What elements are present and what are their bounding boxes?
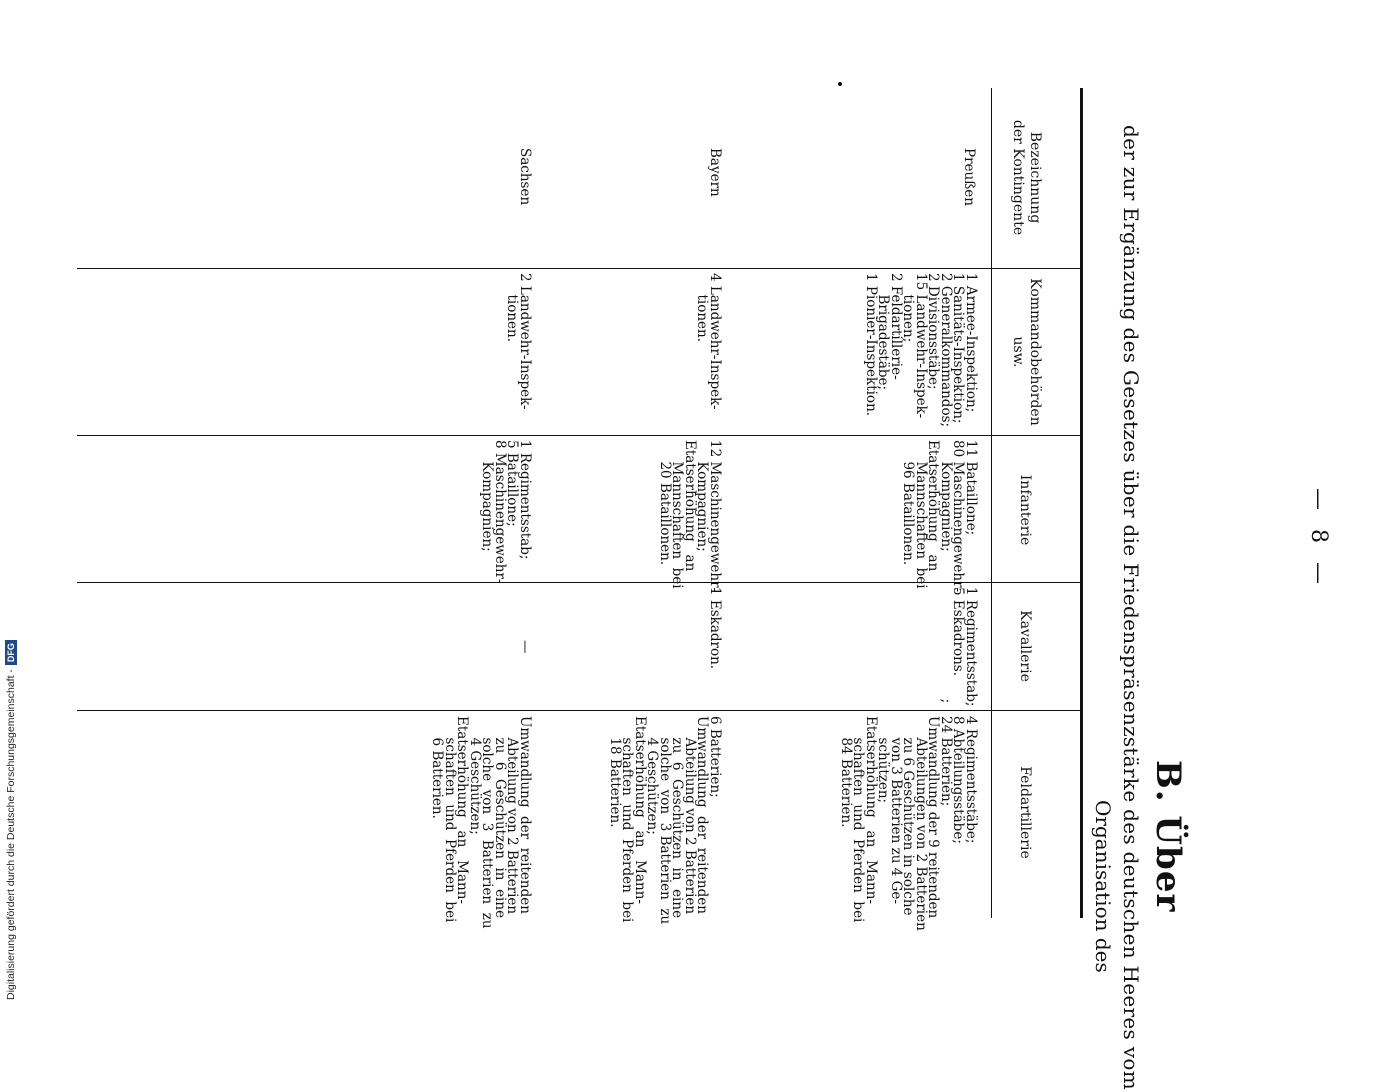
title-line-2: Organisation des (1091, 800, 1115, 973)
table-row-feldartillerie: 6 Batterien; Umwandlung der reitenden Abteilung von 2 Batterien zu 6 Geschützen in eine solche von 3 Batterien zu 4 Geschützen; Etatserhöhung an Mann- schaften und Pferden bei 18 Batterien. (607, 716, 723, 925)
table-top-rule (1080, 88, 1083, 918)
table-row-infanterie: 1 Regimentsstab; 5 Bataillone; 8 Maschinengewehr- Kompagnien; (479, 440, 533, 584)
table-row-kommando: 1 Armee-Inspektion; 1 Sanitäts-Inspektion; 2 Generalkommandos; 2 Divisionsstäbe; 15 Landwehr-Inspek- tionen; 2 Feldartillerie- Brigadestäbe; 1 Pionier-Inspektion. (863, 273, 979, 428)
table-row-infanterie: 11 Bataillone; 80 Maschinengewehr- Kompagnien; Etatserhöhung an Mannschaften bei 96 Bataillonen. (900, 440, 979, 593)
table-row-kavallerie: 1 Regimentsstab; 5 Eskadrons. ; (938, 587, 979, 707)
title-line-1: der zur Ergänzung des Gesetzes über die Friedenspräsenzstärke des deutschen Heeres vom (1119, 125, 1143, 1090)
col-divider-1 (77, 268, 1080, 269)
dfg-logo-icon: DFG (5, 640, 17, 665)
table-row-kontingent: Preußen (961, 148, 977, 206)
table-row-kontingent: Sachsen (517, 148, 533, 206)
table-row-kavallerie: — (517, 640, 533, 654)
header-infanterie: Infanterie (1017, 474, 1033, 546)
table-row-infanterie: 12 Maschinengewehr- Kompagnien; Etatserhöhung an Mannschaften bei 20 Bataillonen. (657, 440, 723, 593)
header-kavallerie: Kavallerie (1017, 610, 1033, 682)
section-title: B. Über (1148, 760, 1188, 913)
credit-text: Digitalisierung gefördert durch die Deutsche Forschungsgemeinschaft - (5, 669, 17, 1000)
col-divider-2 (77, 435, 1080, 436)
table-row-kavallerie: 1 Eskadron. (707, 587, 723, 670)
table-row-feldartillerie: 4 Regimentsstäbe; 8 Abteilungsstäbe; 24 Batterien; Umwandlung der 9 reitenden Abteilungen von 2 Batterien zu 6 Geschützen in solche von 3 Batterien zu 4 Ge- schützen; Etatserhöhung an Mann- schaften und Pferden bei 84 Batterien. (838, 716, 979, 931)
header-bottom-rule (991, 88, 992, 918)
page-number: — 8 — (1306, 488, 1331, 590)
table-row-kommando: 2 Landwehr-Inspek- tionen. (504, 273, 533, 410)
table-row-kommando: 4 Landwehr-Inspek- tionen. (694, 273, 723, 410)
header-feldartillerie: Feldartillerie (1017, 766, 1033, 859)
header-kontingent: Bezeichnung der Kontingente (1010, 119, 1043, 236)
header-kommando: Kommandobehörden usw. (1010, 278, 1043, 426)
table-row-kontingent: Bayern (707, 148, 723, 197)
digitization-credit (0, 604, 22, 1000)
table-row-feldartillerie: Umwandlung der reitenden Abteilung von 2 Batterien zu 6 Geschützen in eine solche von 3 Batterien zu 4 Geschützen; Etatserhöhung an Mann- schaften und Pferden bei 6 Batterien. (429, 716, 533, 929)
scan-speck (838, 82, 842, 86)
col-divider-4 (77, 710, 1080, 711)
